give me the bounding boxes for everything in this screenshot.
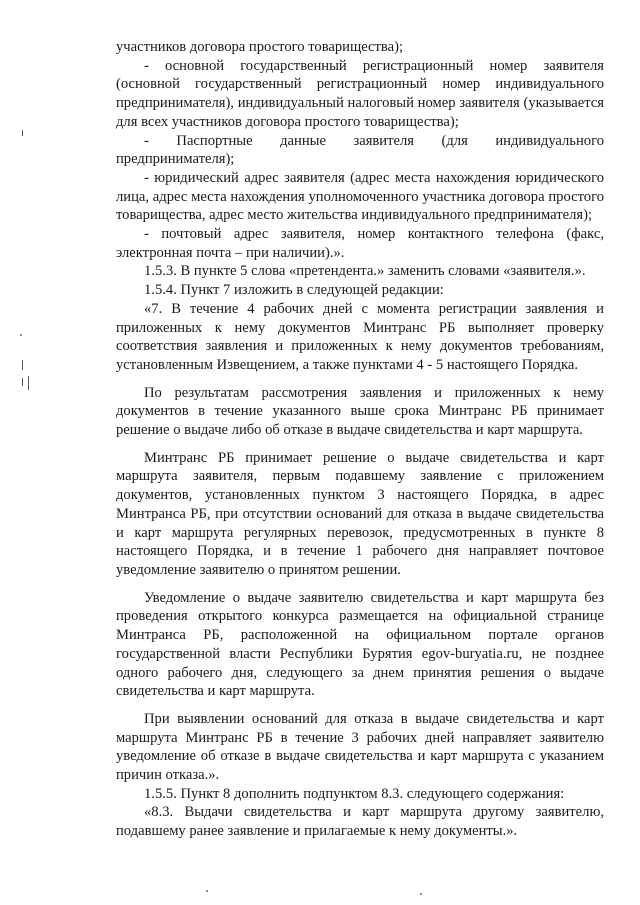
scan-speck [420,893,422,895]
paragraph-gap [116,701,604,710]
paragraph: - юридический адрес заявителя (адрес места нахождения юридического лица, адрес места нахождения уполномоченного участника договора простого товарищества, адрес место жительства индивидуального предпринимателя); [116,169,604,224]
scan-speck [20,334,22,336]
paragraph: - основной государственный регистрационный номер заявителя (основной государственный регистрационный номер индивидуального предпринимателя), индивидуальный налоговый номер заявителя (указывается для всех участников договора простого товарищества); [116,57,604,130]
scan-mark [22,378,23,386]
paragraph: При выявлении оснований для отказа в выдаче свидетельства и карт маршрута Минтранс РБ в течение 3 рабочих дней направляет заявителю уведомление об отказе в выдаче свидетельства и карт маршрута с указанием причин отказа.». [116,710,604,784]
scan-mark [22,360,23,370]
paragraph: участников договора простого товарищества); [116,39,404,55]
paragraph: «7. В течение 4 рабочих дней с момента регистрации заявления и приложенных к нему документов Минтранс РБ выполняет проверку соответствия заявления и приложенных к нему документов требованиям, установленным Извещением, а также пунктами 4 - 5 настоящего Порядка. [116,300,604,373]
paragraph-gap [116,580,604,589]
paragraph: Минтранс РБ принимает решение о выдаче свидетельства и карт маршрута заявителя, первым подавшему заявление с приложением документов, установленных пунктом 3 настоящего Порядка, в адрес Минтранса РБ, при отсутствии оснований для отказа в выдаче свидетельства и карт маршрута регулярных перевозок, предусмотренных в пункте 8 настоящего Порядка, и в течение 1 рабочего дня направляет почтовое уведомление заявителю о принятом решении. [116,449,604,578]
paragraph-gap [116,440,604,449]
paragraph: 1.5.3. В пункте 5 слова «претендента.» заменить словами «заявителя.». [144,263,586,280]
paragraph: Уведомление о выдаче заявителю свидетельства и карт маршрута без проведения открытого конкурса размещается на официальной странице Минтранса РБ, расположенной на официальном портале органов государственной власти Республики Бурятия egov-buryatia.ru, не позднее одного рабочего дня, следующего за днем принятия решения о выдаче свидетельства и карт маршрута. [116,589,604,700]
paragraph: 1.5.4. Пункт 7 изложить в следующей редакции: [144,282,444,299]
paragraph: По результатам рассмотрения заявления и приложенных к нему документов в течение указанного выше срока Минтранс РБ принимает решение о выдаче либо об отказе в выдаче свидетельства и карт маршрута. [116,384,604,439]
paragraph: - Паспортные данные заявителя (для индивидуального предпринимателя); [116,132,604,168]
document-body [116,38,604,841]
paragraph: «8.3. Выдачи свидетельства и карт маршрута другому заявителю, подавшему ранее заявление и прилагаемые к нему документы.». [116,804,604,840]
scan-speck [206,890,208,892]
scan-mark [28,376,29,390]
paragraph-gap [116,375,604,384]
scan-mark [22,130,23,136]
paragraph: - почтовый адрес заявителя, номер контактного телефона (факс, электронная почта – при наличии).». [116,226,604,261]
paragraph: 1.5.5. Пункт 8 дополнить подпунктом 8.3. следующего содержания: [144,785,565,802]
